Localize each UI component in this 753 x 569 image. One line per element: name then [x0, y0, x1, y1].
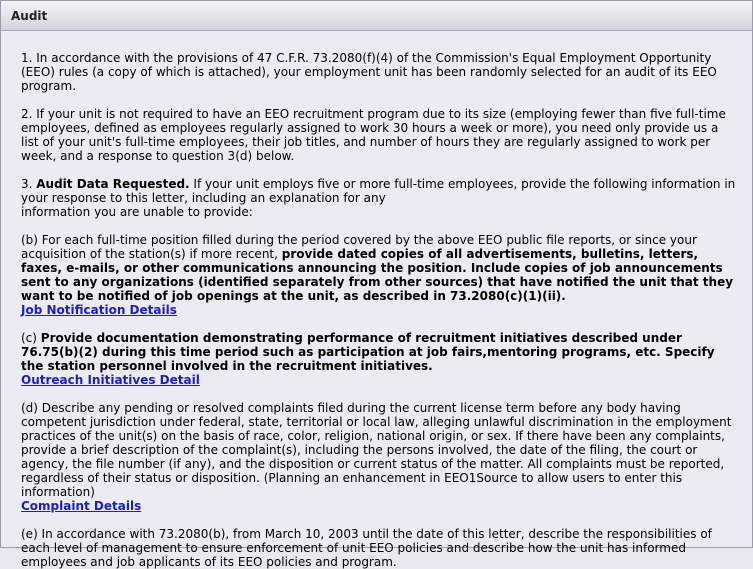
- paragraph-b: [21, 233, 738, 317]
- panel-header: [1, 1, 752, 31]
- audit-data-requested-heading: Audit Data Requested.: [36, 177, 190, 191]
- paragraph-2: 2. If your unit is not required to have an EEO recruitment program due to its size (employing fewer than five full-time employees, defined as employees regularly assigned to work 30 hours a week or more), you need only provide us a list of your unit's full-time employees, their job titles, and number of hours they are regularly assigned to work per week, and a response to question 3(d) below.: [21, 107, 726, 163]
- job-notification-details-link[interactable]: Job Notification Details: [21, 303, 177, 317]
- paragraph-d: [21, 401, 738, 513]
- paragraph-d-text: (d) Describe any pending or resolved complaints filed during the current license term before any body having competent jurisdiction under federal, state, territorial or local law, alleging unlawful discrimination in the employment practices of the unit(s) on the basis of race, color, religion, national origin, or sex. If there have been any complaints, provide a brief description of the complaint(s), including the persons involved, the date of the filing, the court or agency, the file number (if any), and the disposition or current status of the matter. All complaints must be reported, regardless of their status or disposition. (Planning an enhancement in EEO1Source to allow users to enter this information): [21, 401, 732, 499]
- audit-content: [1, 31, 752, 569]
- paragraph-3-text: If your unit employs five or more full-time employees, provide the following information in your response to this letter, including an explanation for any: [21, 177, 736, 205]
- paragraph-3-text-2: information you are unable to provide:: [21, 205, 253, 219]
- paragraph-3-lead: 3.: [21, 177, 37, 191]
- paragraph-c-text: (c): [21, 331, 41, 345]
- paragraph-1: 1. In accordance with the provisions of 47 C.F.R. 73.2080(f)(4) of the Commission's Equal Employment Opportunity (EEO) rules (a copy of which is attached), your employment unit has been randomly selected for an audit of its EEO program.: [21, 51, 717, 93]
- complaint-details-link[interactable]: Complaint Details: [21, 499, 142, 513]
- paragraph-b-text: (b) For each full-time position filled during the period covered by the above EEO public file reports, or since your acquisition of the station(s) if more recent,: [21, 233, 697, 261]
- paragraph-c: [21, 331, 738, 387]
- paragraph-3: [21, 177, 738, 219]
- paragraph-e: (e) In accordance with 73.2080(b), from March 10, 2003 until the date of this letter, describe the responsibilities of each level of management to ensure enforcement of unit EEO policies and describe how the unit has informed employees and job applicants of its EEO policies and program.: [21, 527, 712, 569]
- outreach-initiatives-detail-link[interactable]: Outreach Initiatives Detail: [21, 373, 200, 387]
- paragraph-b-bold-text: provide dated copies of all advertisements, bulletins, letters, faxes, e-mails, or other communications announcing the position. Include copies of job announcements sent to any organizations (identified separately from other sources) that have notified the unit that they want to be notified of job openings at the unit, as described in 73.2080(c)(1)(ii).: [21, 247, 734, 303]
- panel-title: Audit: [11, 8, 48, 23]
- paragraph-c-bold-text: Provide documentation demonstrating performance of recruitment initiatives described under 76.75(b)(2) during this time period such as participation at job fairs,mentoring programs, etc. Specify the station personnel involved in the recruitment initiatives.: [21, 331, 715, 373]
